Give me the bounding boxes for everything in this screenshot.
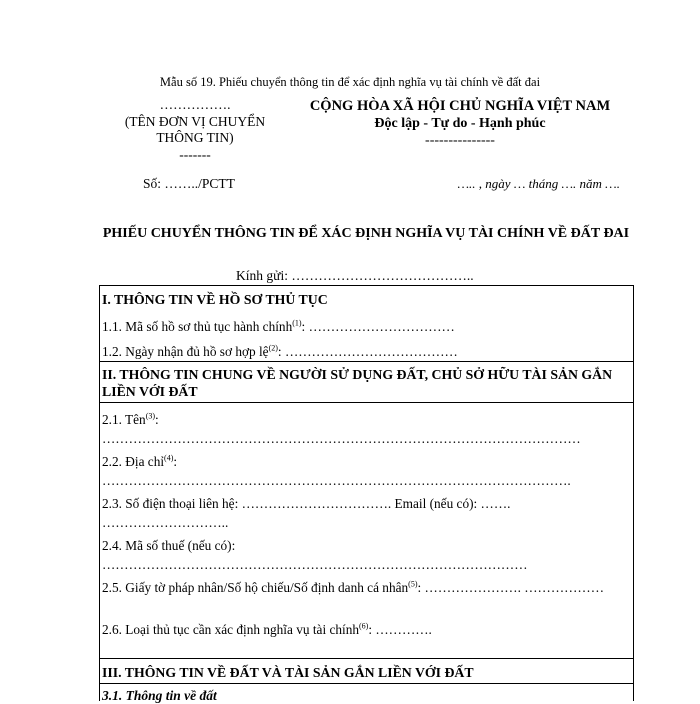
section2-heading: II. THÔNG TIN CHUNG VỀ NGƯỜI SỬ DỤNG ĐẤT, CHỦ SỞ HỮU TÀI SẢN GẮN LIỀN VỚI ĐẤT xyxy=(102,367,613,399)
section-divider xyxy=(100,361,633,362)
header-left xyxy=(100,97,290,163)
row-2-1: 2.1. Tên$^{(3)}$: ……………………………………………………………………………………………… xyxy=(102,411,581,446)
row-1-2: 1.2. Ngày nhận đủ hồ sơ hợp lệ$^{(2)}$: ………………………………… xyxy=(102,343,458,359)
document-date: ….. , ngày … tháng …. năm …. xyxy=(457,176,620,191)
section3-heading: III. THÔNG TIN VỀ ĐẤT VÀ TÀI SẢN GẮN LIỀN VỚI ĐẤT xyxy=(102,665,474,680)
form-table xyxy=(99,285,634,701)
header-right xyxy=(300,98,620,149)
row-1-1: 1.1. Mã số hồ sơ thủ tục hành chính$^{(1)}$: …………………………… xyxy=(102,318,455,334)
section-divider xyxy=(100,658,633,659)
document-number: Số: ……../PCTT xyxy=(143,176,235,191)
form-caption: Mẫu số 19. Phiếu chuyển thông tin để xác định nghĩa vụ tài chính về đất đai xyxy=(159,75,541,89)
row-2-6: 2.6. Loại thủ tục cần xác định nghĩa vụ tài chính$^{(6)}$: …………. xyxy=(102,621,432,637)
row-2-5: 2.5. Giấy tờ pháp nhân/Số hộ chiếu/Số định danh cá nhân$^{(5)}$: …………………. ……………… xyxy=(102,579,605,595)
section-divider xyxy=(100,402,633,403)
unit-name-line2: THÔNG TIN) xyxy=(156,130,234,145)
section1-heading: I. THÔNG TIN VỀ HỒ SƠ THỦ TỤC xyxy=(102,292,328,307)
row-2-4: 2.4. Mã số thuế (nếu có): …………………………………………………………………………………… xyxy=(102,538,528,572)
document-title: PHIẾU CHUYỂN THÔNG TIN ĐỂ XÁC ĐỊNH NGHĨA VỤ TÀI CHÍNH VỀ ĐẤT ĐAI xyxy=(102,226,630,241)
unit-divider: ------- xyxy=(179,146,211,162)
row-2-2: 2.2. Địa chỉ$^{(4)}$: ……………………………………………………………………………………………. xyxy=(102,453,571,488)
subsection-3-1: 3.1. Thông tin về đất xyxy=(102,688,217,703)
national-motto: Độc lập - Tự do - Hạnh phúc xyxy=(374,116,546,131)
section-divider xyxy=(100,683,633,684)
recipient-line: Kính gửi: ………………………………….. xyxy=(236,268,474,283)
country-name: CỘNG HÒA XÃ HỘI CHỦ NGHĨA VIỆT NAM xyxy=(309,98,611,114)
motto-divider: --------------- xyxy=(425,133,495,148)
row-2-3: 2.3. Số điện thoại liên hệ: ……………………………. Email (nếu có): ……. ……………………….. xyxy=(102,496,511,530)
unit-dots: ……………. xyxy=(159,97,231,112)
unit-name-line1: (TÊN ĐƠN VỊ CHUYỂN xyxy=(124,113,266,129)
